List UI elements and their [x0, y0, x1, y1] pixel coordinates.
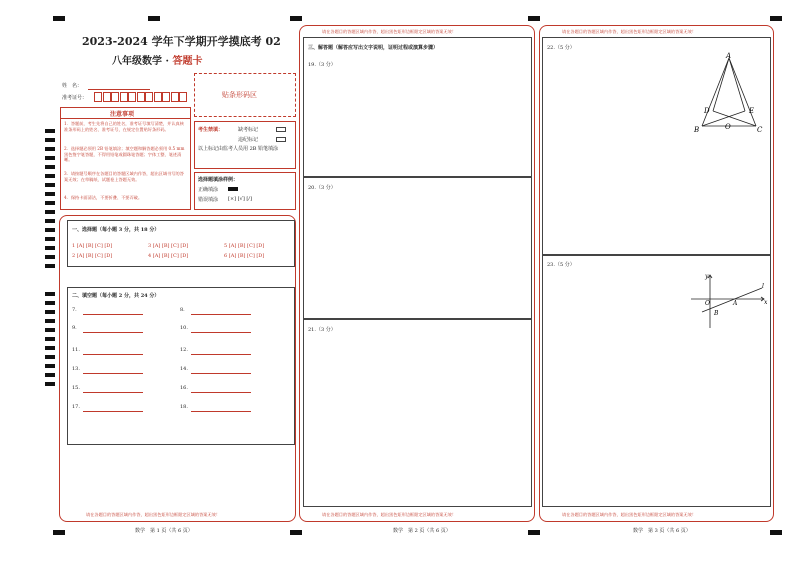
label-A: A	[733, 300, 738, 307]
subtitle-suffix: 答题卡	[172, 56, 203, 67]
timing-mark	[45, 319, 55, 323]
violation-checkbox[interactable]	[276, 137, 286, 142]
label-B: B	[694, 126, 700, 134]
id-digit-cell[interactable]	[120, 92, 128, 102]
absent-checkbox[interactable]	[276, 127, 286, 132]
timing-mark	[45, 219, 55, 223]
timing-mark	[45, 174, 55, 178]
page3-warning-bottom: 请在各题目的答题区域内作答，超出黑色矩形边框限定区域的答案无效！	[562, 512, 697, 517]
blank-number: 15.	[72, 385, 80, 391]
label-A: A	[726, 52, 732, 60]
notice-item: 3．请按题号顺序在各题目的答题区域内作答，超出区域书写的答案无效；在草稿纸、试题卷上答题无效。	[64, 171, 184, 182]
timing-mark	[45, 246, 55, 250]
label-B: B	[714, 310, 719, 317]
page3-footer: 数学 第 3 页（共 6 页）	[633, 528, 691, 534]
timing-mark	[45, 210, 55, 214]
registration-mark	[528, 16, 540, 21]
timing-mark	[45, 337, 55, 341]
label-O: O	[705, 300, 710, 307]
label-O: O	[725, 123, 731, 131]
q22-label[interactable]: 22.（5 分）	[547, 45, 575, 51]
q20-box	[303, 177, 532, 319]
exam-subtitle	[112, 52, 202, 67]
page2-warning-bottom: 请在各题目的答题区域内作答，超出黑色矩形边框限定区域的答案无效！	[322, 512, 457, 517]
timing-mark	[45, 301, 55, 305]
figure-23-coordinate-plane	[688, 272, 770, 330]
violation-label: 违纪标记	[238, 137, 259, 143]
timing-mark	[45, 192, 55, 196]
registration-mark	[770, 530, 782, 535]
choice-row[interactable]: 5 [A] [B] [C] [D]	[224, 243, 265, 249]
timing-mark	[45, 165, 55, 169]
blank-answer-line[interactable]	[191, 314, 251, 315]
timing-mark	[45, 264, 55, 268]
label-x: x	[764, 299, 768, 306]
subtitle-prefix: 八年级数学 ·	[112, 56, 173, 67]
timing-mark	[45, 156, 55, 160]
label-D: D	[704, 107, 710, 115]
page1-warning: 请在各题目的答题区域内作答，超出黑色矩形边框限定区域的答案无效！	[86, 512, 221, 517]
timing-mark	[45, 382, 55, 386]
section1-title: 一、选择题（每小题 3 分，共 18 分）	[72, 227, 160, 233]
fill-example-title: 选择题填涂样例：	[198, 177, 239, 183]
choice-row[interactable]: 2 [A] [B] [C] [D]	[72, 253, 113, 259]
correct-fill-mark	[228, 187, 238, 191]
id-digit-cell[interactable]	[179, 92, 187, 102]
blank-answer-line[interactable]	[83, 392, 143, 393]
registration-mark	[770, 16, 782, 21]
label-l: l	[762, 283, 764, 290]
label-E: E	[749, 107, 755, 115]
exam-status-note: 以上标记由监考人员用 2B 铅笔填涂	[198, 146, 279, 152]
blank-answer-line[interactable]	[83, 373, 143, 374]
page2-footer: 数学 第 2 页（共 6 页）	[393, 528, 451, 534]
registration-mark	[53, 16, 65, 21]
timing-mark	[45, 183, 55, 187]
name-field[interactable]	[88, 89, 150, 90]
blank-answer-line[interactable]	[83, 332, 143, 333]
exam-title: 2023-2024 学年下学期开学摸底考 02	[82, 35, 281, 48]
absent-label: 缺考标记	[238, 127, 259, 133]
blank-answer-line[interactable]	[83, 354, 143, 355]
notice-title: 注意事项	[110, 111, 135, 118]
registration-mark	[290, 16, 302, 21]
wrong-fill-marks: [×] [√] [/]	[228, 196, 252, 202]
timing-mark	[45, 228, 55, 232]
blank-number: 11.	[72, 347, 80, 353]
notice-item: 4．保持卡面清洁，不要折叠、不要弄破。	[64, 195, 143, 200]
id-digit-cell[interactable]	[154, 92, 162, 102]
blank-number: 9.	[72, 325, 77, 331]
id-digit-cell[interactable]	[145, 92, 153, 102]
registration-mark	[290, 530, 302, 535]
blank-number: 12.	[180, 347, 188, 353]
figure-22-triangle	[690, 50, 770, 136]
blank-answer-line[interactable]	[191, 392, 251, 393]
registration-mark	[528, 530, 540, 535]
blank-number: 16.	[180, 385, 188, 391]
blank-number: 7.	[72, 307, 77, 313]
id-digit-cell[interactable]	[94, 92, 102, 102]
blank-number: 14.	[180, 366, 188, 372]
id-digit-cell[interactable]	[128, 92, 136, 102]
timing-mark	[45, 364, 55, 368]
notice-item: 2．选择题必须用 2B 铅笔填涂；填空题和解答题必须用 0.5 mm 黑色签字笔答题，不得用铅笔或圆珠笔答题；字体工整、笔迹清晰。	[64, 146, 185, 163]
blank-number: 8.	[180, 307, 185, 313]
id-digit-cell[interactable]	[111, 92, 119, 102]
q20-label[interactable]: 20.（3 分）	[308, 185, 336, 191]
exam-status-label: 考生禁填：	[198, 127, 224, 133]
section2-title: 二、填空题（每小题 2 分，共 24 分）	[72, 293, 160, 299]
timing-mark	[45, 138, 55, 142]
choice-row[interactable]: 4 [A] [B] [C] [D]	[148, 253, 189, 259]
blank-answer-line[interactable]	[191, 354, 251, 355]
blank-answer-line[interactable]	[191, 373, 251, 374]
id-digit-cell[interactable]	[137, 92, 145, 102]
choice-row[interactable]: 1 [A] [B] [C] [D]	[72, 243, 113, 249]
name-label: 姓 名：	[62, 83, 83, 89]
q23-label[interactable]: 23.（5 分）	[547, 262, 575, 268]
registration-mark	[53, 530, 65, 535]
notice-divider	[60, 118, 191, 119]
choice-row[interactable]: 6 [A] [B] [C] [D]	[224, 253, 265, 259]
correct-fill-label: 正确填涂	[198, 187, 219, 193]
blank-number: 18.	[180, 404, 188, 410]
q19-box	[303, 37, 532, 177]
q19-label[interactable]: 19.（3 分）	[308, 62, 336, 68]
id-digit-cell[interactable]	[162, 92, 170, 102]
timing-mark	[45, 373, 55, 377]
q21-label[interactable]: 21.（3 分）	[308, 327, 336, 333]
section3-title: 三、解答题（解答应写出文字说明，证明过程或演算步骤）	[308, 45, 439, 51]
blank-answer-line[interactable]	[191, 332, 251, 333]
label-C: C	[757, 126, 763, 134]
timing-mark	[45, 328, 55, 332]
id-label: 准考证号：	[62, 95, 88, 101]
timing-mark	[45, 346, 55, 350]
timing-mark	[45, 147, 55, 151]
blank-answer-line[interactable]	[83, 314, 143, 315]
timing-mark	[45, 292, 55, 296]
registration-mark	[148, 16, 160, 21]
timing-mark	[45, 310, 55, 314]
timing-mark	[45, 355, 55, 359]
label-y: y	[705, 273, 709, 280]
timing-mark	[45, 201, 55, 205]
page3-warning-top: 请在各题目的答题区域内作答，超出黑色矩形边框限定区域的答案无效！	[562, 29, 697, 34]
timing-mark	[45, 129, 55, 133]
id-digit-cell[interactable]	[171, 92, 179, 102]
notice-item: 1．答题前，考生先将自己的姓名，准考证号填写清楚，并认真核准条形码上的姓名、准考证号，在规定位置贴好条形码。	[64, 121, 184, 132]
page1-footer: 数学 第 1 页（共 6 页）	[135, 528, 193, 534]
barcode-label: 贴条形码区	[222, 91, 257, 99]
wrong-fill-label: 错误填涂	[198, 197, 219, 203]
blank-number: 17.	[72, 404, 80, 410]
blank-answer-line[interactable]	[191, 411, 251, 412]
q21-box	[303, 319, 532, 507]
blank-number: 10.	[180, 325, 188, 331]
choice-row[interactable]: 3 [A] [B] [C] [D]	[148, 243, 189, 249]
timing-mark	[45, 237, 55, 241]
blank-number: 13.	[72, 366, 80, 372]
blank-answer-line[interactable]	[83, 411, 143, 412]
timing-mark	[45, 255, 55, 259]
page2-warning-top: 请在各题目的答题区域内作答，超出黑色矩形边框限定区域的答案无效！	[322, 29, 457, 34]
id-digit-cell[interactable]	[103, 92, 111, 102]
